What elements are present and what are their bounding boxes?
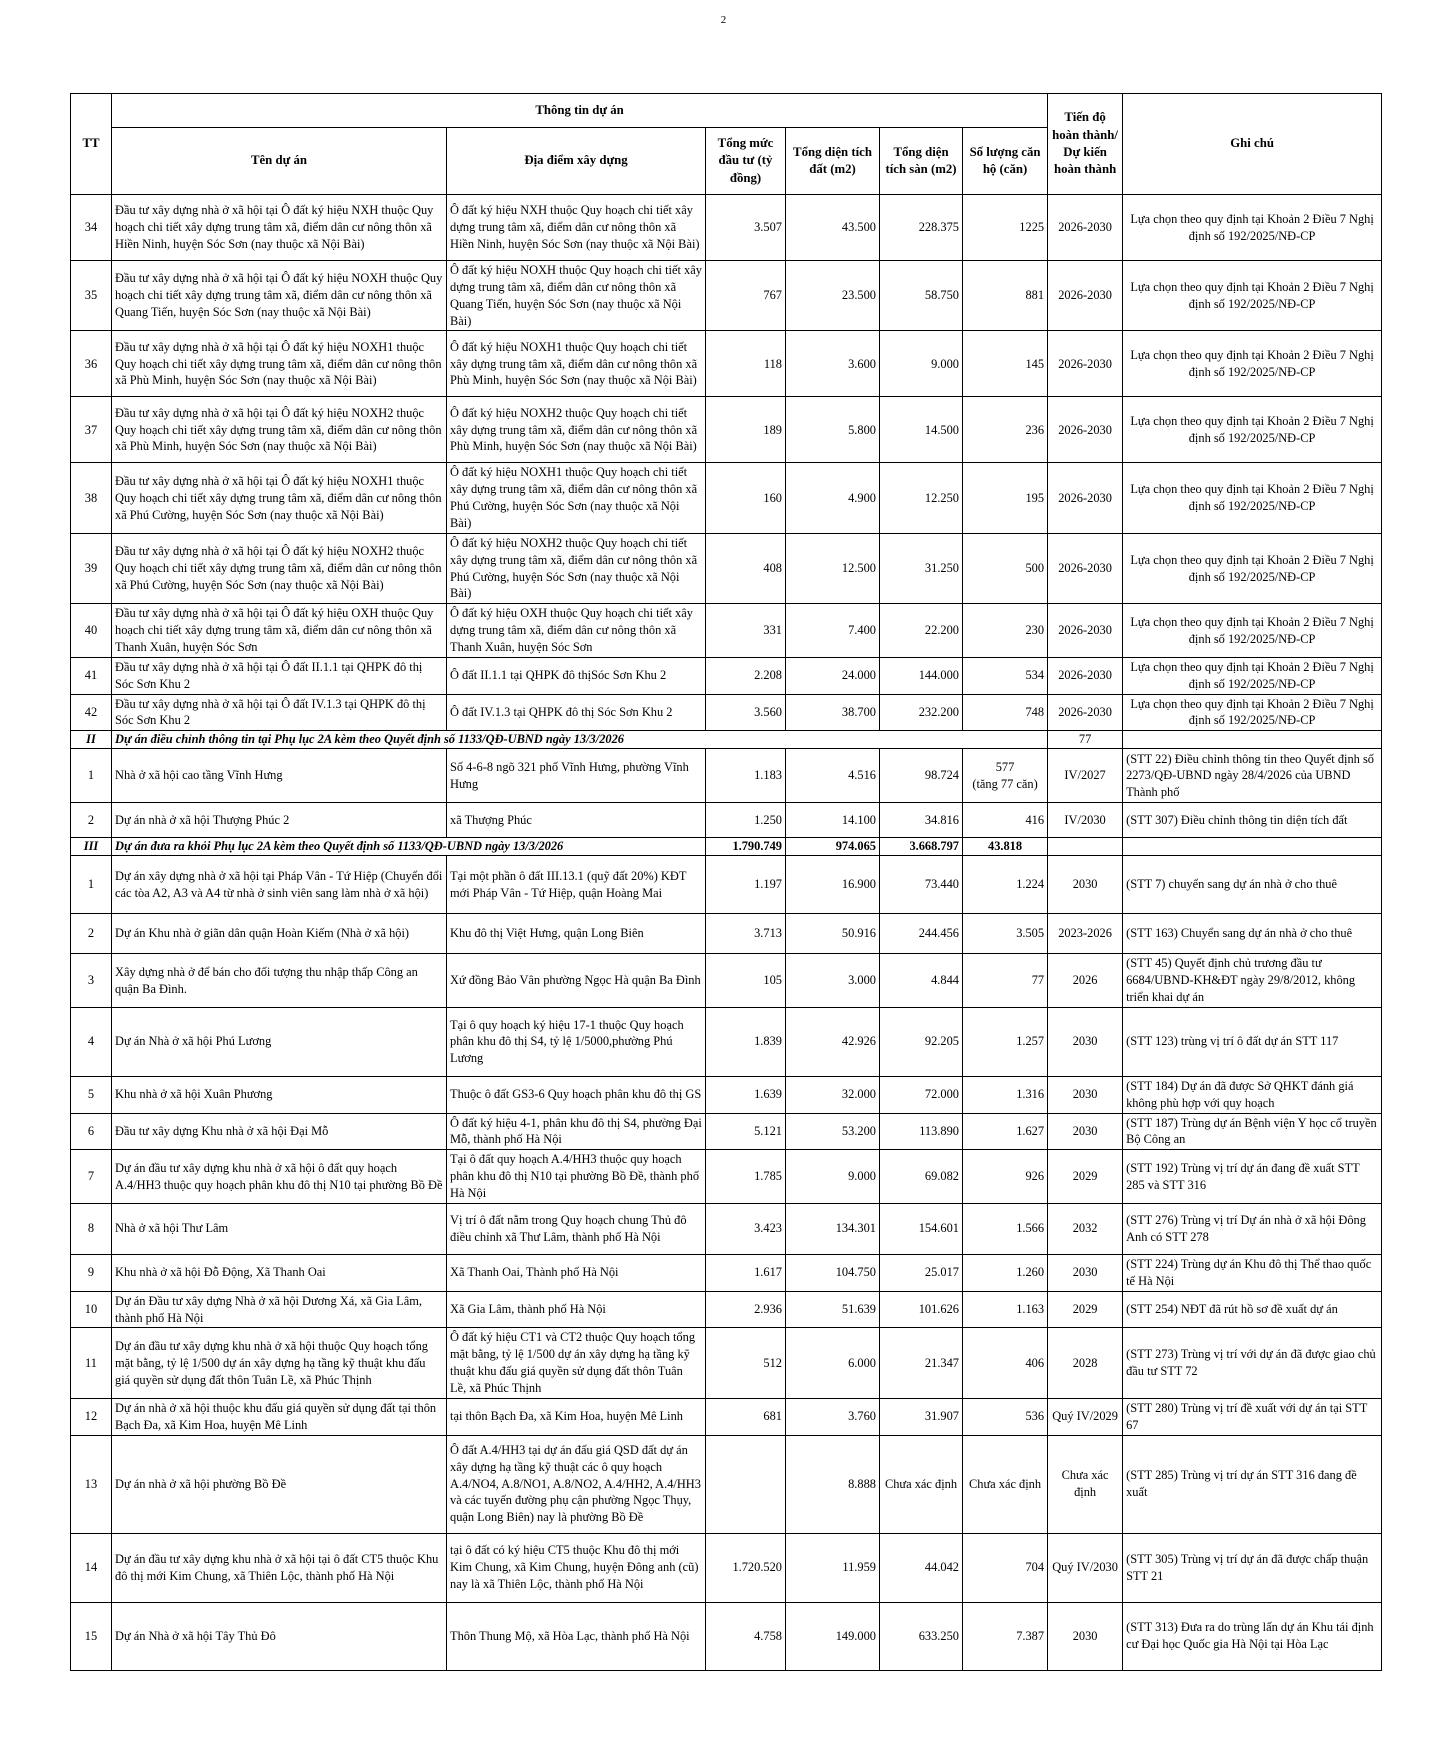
table-row bbox=[71, 1007, 1382, 1076]
row-tt: 7 bbox=[71, 1150, 112, 1204]
row-investment: 408 bbox=[706, 533, 786, 603]
project-table bbox=[70, 93, 1382, 1671]
row-location: Ô đất ký hiệu NXH thuộc Quy hoạch chi tiết xây dựng trung tâm xã, điểm dân cư nông thôn xã Hiền Ninh, huyện Sóc Sơn (nay thuộc xã Nội Bài) bbox=[447, 195, 706, 261]
row-floor-area: 98.724 bbox=[880, 749, 963, 803]
row-units: 881 bbox=[963, 261, 1048, 331]
row-investment: 1.183 bbox=[706, 749, 786, 803]
row-tt: 6 bbox=[71, 1113, 112, 1150]
row-investment: 3.507 bbox=[706, 195, 786, 261]
row-land-area: 104.750 bbox=[786, 1254, 880, 1291]
row-name: Dự án Khu nhà ở giãn dân quận Hoàn Kiếm (Nhà ở xã hội) bbox=[112, 914, 447, 954]
row-note: (STT 192) Trùng vị trí dự án đang đề xuất STT 285 và STT 316 bbox=[1123, 1150, 1382, 1204]
row-note: (STT 187) Trùng dự án Bệnh viện Y học cổ truyền Bộ Công an bbox=[1123, 1113, 1382, 1150]
row-progress: 2030 bbox=[1048, 856, 1123, 914]
row-units: 195 bbox=[963, 463, 1048, 533]
section-iii bbox=[71, 838, 1382, 856]
row-investment: 4.758 bbox=[706, 1602, 786, 1670]
row-units: 77 bbox=[963, 954, 1048, 1008]
row-progress: 2030 bbox=[1048, 1602, 1123, 1670]
row-location: Ô đất ký hiệu CT1 và CT2 thuộc Quy hoạch tổng mặt bằng, tỷ lệ 1/500 dự án xây dựng hạ tầng kỹ thuật khu đấu giá quyền sử dụng đất thôn Tuân Lề, xã Phúc Thịnh bbox=[447, 1328, 706, 1398]
row-note: Lựa chọn theo quy định tại Khoản 2 Điều 7 Nghị định số 192/2025/NĐ-CP bbox=[1123, 261, 1382, 331]
row-floor-area: 228.375 bbox=[880, 195, 963, 261]
row-location: Khu đô thị Việt Hưng, quận Long Biên bbox=[447, 914, 706, 954]
row-land-area: 32.000 bbox=[786, 1076, 880, 1113]
row-units: 704 bbox=[963, 1533, 1048, 1602]
row-progress: 2028 bbox=[1048, 1328, 1123, 1398]
row-investment: 3.713 bbox=[706, 914, 786, 954]
col-land-area: Tổng diện tích đất (m2) bbox=[786, 128, 880, 195]
table-row bbox=[71, 1328, 1382, 1398]
table-row bbox=[71, 604, 1382, 658]
row-land-area: 42.926 bbox=[786, 1007, 880, 1076]
row-land-area: 38.700 bbox=[786, 694, 880, 731]
row-tt: 5 bbox=[71, 1076, 112, 1113]
col-group-project-info: Thông tin dự án bbox=[112, 94, 1048, 128]
row-note: Lựa chọn theo quy định tại Khoản 2 Điều 7 Nghị định số 192/2025/NĐ-CP bbox=[1123, 195, 1382, 261]
row-progress: 2026 bbox=[1048, 954, 1123, 1008]
row-floor-area: 25.017 bbox=[880, 1254, 963, 1291]
row-floor-area: 633.250 bbox=[880, 1602, 963, 1670]
row-land-area: 50.916 bbox=[786, 914, 880, 954]
row-floor-area: 154.601 bbox=[880, 1203, 963, 1254]
row-investment: 160 bbox=[706, 463, 786, 533]
row-note: (STT 163) Chuyển sang dự án nhà ở cho thuê bbox=[1123, 914, 1382, 954]
section-ii-roman: II bbox=[71, 731, 112, 749]
row-name: Đầu tư xây dựng nhà ở xã hội tại Ô đất II.1.1 tại QHPK đô thị Sóc Sơn Khu 2 bbox=[112, 657, 447, 694]
row-investment: 1.639 bbox=[706, 1076, 786, 1113]
row-tt: 39 bbox=[71, 533, 112, 603]
row-note: (STT 254) NĐT đã rút hồ sơ đề xuất dự án bbox=[1123, 1291, 1382, 1328]
row-floor-area: 144.000 bbox=[880, 657, 963, 694]
table-row bbox=[71, 856, 1382, 914]
row-tt: 9 bbox=[71, 1254, 112, 1291]
row-name: Xây dựng nhà ở để bán cho đối tượng thu nhập thấp Công an quận Ba Đình. bbox=[112, 954, 447, 1008]
row-location: Số 4-6-8 ngõ 321 phố Vĩnh Hưng, phường Vĩnh Hưng bbox=[447, 749, 706, 803]
row-floor-area: 92.205 bbox=[880, 1007, 963, 1076]
row-progress: 2026-2030 bbox=[1048, 397, 1123, 463]
row-name: Dự án Nhà ở xã hội Phú Lương bbox=[112, 1007, 447, 1076]
row-progress: Chưa xác định bbox=[1048, 1435, 1123, 1533]
row-location: Ô đất ký hiệu NOXH thuộc Quy hoạch chi tiết xây dựng trung tâm xã, điểm dân cư nông thôn xã Quang Tiến, huyện Sóc Sơn (nay thuộc xã Nội Bài) bbox=[447, 261, 706, 331]
row-tt: 35 bbox=[71, 261, 112, 331]
row-floor-area: 244.456 bbox=[880, 914, 963, 954]
col-progress: Tiến độ hoàn thành/ Dự kiến hoàn thành bbox=[1048, 94, 1123, 195]
row-land-area: 16.900 bbox=[786, 856, 880, 914]
row-floor-area: 31.907 bbox=[880, 1398, 963, 1435]
section-ii bbox=[71, 731, 1382, 749]
row-tt: 38 bbox=[71, 463, 112, 533]
row-note: Lựa chọn theo quy định tại Khoản 2 Điều 7 Nghị định số 192/2025/NĐ-CP bbox=[1123, 331, 1382, 397]
row-tt: 2 bbox=[71, 914, 112, 954]
row-note: (STT 313) Đưa ra do trùng lấn dự án Khu tái định cư Đại học Quốc gia Hà Nội tại Hòa Lạc bbox=[1123, 1602, 1382, 1670]
table-row bbox=[71, 1602, 1382, 1670]
col-floor-area: Tổng diện tích sàn (m2) bbox=[880, 128, 963, 195]
row-investment: 1.785 bbox=[706, 1150, 786, 1204]
row-note: Lựa chọn theo quy định tại Khoản 2 Điều 7 Nghị định số 192/2025/NĐ-CP bbox=[1123, 694, 1382, 731]
table-row bbox=[71, 1398, 1382, 1435]
row-investment: 5.121 bbox=[706, 1113, 786, 1150]
row-units: 236 bbox=[963, 397, 1048, 463]
row-location: Thôn Thung Mộ, xã Hòa Lạc, thành phố Hà Nội bbox=[447, 1602, 706, 1670]
row-name: Dự án đầu tư xây dựng khu nhà ở xã hội tại ô đất CT5 thuộc Khu đô thị mới Kim Chung, xã Thiên Lộc, thành phố Hà Nội bbox=[112, 1533, 447, 1602]
row-name: Đầu tư xây dựng nhà ở xã hội tại Ô đất IV.1.3 tại QHPK đô thị Sóc Sơn Khu 2 bbox=[112, 694, 447, 731]
row-name: Đầu tư xây dựng Khu nhà ở xã hội Đại Mỗ bbox=[112, 1113, 447, 1150]
row-investment: 767 bbox=[706, 261, 786, 331]
table-row bbox=[71, 694, 1382, 731]
row-progress: 2030 bbox=[1048, 1254, 1123, 1291]
row-note: (STT 45) Quyết định chủ trương đầu tư 6684/UBND-KH&ĐT ngày 29/8/2012, không triển khai dự án bbox=[1123, 954, 1382, 1008]
row-investment: 105 bbox=[706, 954, 786, 1008]
row-units: 416 bbox=[963, 803, 1048, 838]
row-note: (STT 280) Trùng vị trí đề xuất với dự án tại STT 67 bbox=[1123, 1398, 1382, 1435]
row-tt: 34 bbox=[71, 195, 112, 261]
rows-group-continued bbox=[71, 195, 1382, 731]
row-tt: 40 bbox=[71, 604, 112, 658]
row-name: Nhà ở xã hội Thư Lâm bbox=[112, 1203, 447, 1254]
row-tt: 3 bbox=[71, 954, 112, 1008]
table-row bbox=[71, 914, 1382, 954]
row-progress: 2023-2026 bbox=[1048, 914, 1123, 954]
table-row bbox=[71, 1291, 1382, 1328]
row-floor-area: 22.200 bbox=[880, 604, 963, 658]
row-land-area: 3.000 bbox=[786, 954, 880, 1008]
row-name: Đầu tư xây dựng nhà ở xã hội tại Ô đất ký hiệu NOXH2 thuộc Quy hoạch chi tiết xây dựng trung tâm xã, điểm dân cư nông thôn xã Phù Minh, huyện Sóc Sơn (nay thuộc xã Nội Bài) bbox=[112, 397, 447, 463]
row-tt: 1 bbox=[71, 856, 112, 914]
table-row bbox=[71, 463, 1382, 533]
row-name: Đầu tư xây dựng nhà ở xã hội tại Ô đất ký hiệu NXH thuộc Quy hoạch chi tiết xây dựng trung tâm xã, điểm dân cư nông thôn xã Hiền Ninh, huyện Sóc Sơn (nay thuộc xã Nội Bài) bbox=[112, 195, 447, 261]
table-row bbox=[71, 954, 1382, 1008]
row-floor-area: 72.000 bbox=[880, 1076, 963, 1113]
section-iii-floor: 3.668.797 bbox=[880, 838, 963, 856]
row-investment: 3.423 bbox=[706, 1203, 786, 1254]
section-iii-investment: 1.790.749 bbox=[706, 838, 786, 856]
row-note: (STT 307) Điều chỉnh thông tin diện tích đất bbox=[1123, 803, 1382, 838]
row-name: Đầu tư xây dựng nhà ở xã hội tại Ô đất ký hiệu NOXH1 thuộc Quy hoạch chi tiết xây dựng trung tâm xã, điểm dân cư nông thôn xã Phú Cường, huyện Sóc Sơn (nay thuộc xã Nội Bài) bbox=[112, 463, 447, 533]
row-name: Dự án đầu tư xây dựng khu nhà ở xã hội ô đất quy hoạch A.4/HH3 thuộc quy hoạch phân khu đô thị N10 tại phường Bồ Đề bbox=[112, 1150, 447, 1204]
row-floor-area: 69.082 bbox=[880, 1150, 963, 1204]
row-note: (STT 276) Trùng vị trí Dự án nhà ở xã hội Đông Anh có STT 278 bbox=[1123, 1203, 1382, 1254]
rows-section-iii bbox=[71, 856, 1382, 1670]
rows-section-ii bbox=[71, 749, 1382, 838]
row-floor-area: 4.844 bbox=[880, 954, 963, 1008]
row-units: 926 bbox=[963, 1150, 1048, 1204]
table-row bbox=[71, 331, 1382, 397]
row-progress: 2029 bbox=[1048, 1150, 1123, 1204]
section-iii-units: 43.818 bbox=[963, 838, 1048, 856]
row-note: (STT 273) Trùng vị trí với dự án đã được giao chủ đầu tư STT 72 bbox=[1123, 1328, 1382, 1398]
row-land-area: 134.301 bbox=[786, 1203, 880, 1254]
row-units: 1225 bbox=[963, 195, 1048, 261]
row-units: 230 bbox=[963, 604, 1048, 658]
row-investment: 118 bbox=[706, 331, 786, 397]
col-tt: TT bbox=[71, 94, 112, 195]
table-row bbox=[71, 1150, 1382, 1204]
row-location: Ô đất IV.1.3 tại QHPK đô thị Sóc Sơn Khu 2 bbox=[447, 694, 706, 731]
row-tt: 11 bbox=[71, 1328, 112, 1398]
row-land-area: 43.500 bbox=[786, 195, 880, 261]
row-land-area: 23.500 bbox=[786, 261, 880, 331]
row-progress: 2029 bbox=[1048, 1291, 1123, 1328]
row-investment: 1.720.520 bbox=[706, 1533, 786, 1602]
row-name: Dự án Đầu tư xây dựng Nhà ở xã hội Dương Xá, xã Gia Lâm, thành phố Hà Nội bbox=[112, 1291, 447, 1328]
row-investment: 2.936 bbox=[706, 1291, 786, 1328]
row-floor-area: Chưa xác định bbox=[880, 1435, 963, 1533]
table-header bbox=[71, 94, 1382, 195]
row-land-area: 3.760 bbox=[786, 1398, 880, 1435]
page-number: 2 bbox=[720, 14, 727, 26]
table-row bbox=[71, 1076, 1382, 1113]
section-iii-title: Dự án đưa ra khỏi Phụ lục 2A kèm theo Quyết định số 1133/QĐ-UBND ngày 13/3/2026 bbox=[112, 838, 706, 856]
row-floor-area: 58.750 bbox=[880, 261, 963, 331]
row-location: tại thôn Bạch Đa, xã Kim Hoa, huyện Mê Linh bbox=[447, 1398, 706, 1435]
table-row bbox=[71, 195, 1382, 261]
row-investment: 3.560 bbox=[706, 694, 786, 731]
row-location: Tại một phần ô đất III.13.1 (quỹ đất 20%) KĐT mới Pháp Vân - Tứ Hiệp, quận Hoàng Mai bbox=[447, 856, 706, 914]
row-tt: 42 bbox=[71, 694, 112, 731]
section-ii-units: 77 bbox=[1048, 731, 1123, 749]
table-row bbox=[71, 1435, 1382, 1533]
row-investment: 1.617 bbox=[706, 1254, 786, 1291]
row-note: Lựa chọn theo quy định tại Khoản 2 Điều 7 Nghị định số 192/2025/NĐ-CP bbox=[1123, 397, 1382, 463]
table-row bbox=[71, 533, 1382, 603]
row-land-area: 7.400 bbox=[786, 604, 880, 658]
row-land-area: 24.000 bbox=[786, 657, 880, 694]
row-floor-area: 73.440 bbox=[880, 856, 963, 914]
row-tt: 15 bbox=[71, 1602, 112, 1670]
row-location: Tại ô đất quy hoạch A.4/HH3 thuộc quy hoạch phân khu đô thị N10 tại phường Bồ Đề, thành phố Hà Nội bbox=[447, 1150, 706, 1204]
row-note: (STT 305) Trùng vị trí dự án đã được chấp thuận STT 21 bbox=[1123, 1533, 1382, 1602]
row-land-area: 12.500 bbox=[786, 533, 880, 603]
table-row bbox=[71, 1533, 1382, 1602]
section-iii-roman: III bbox=[71, 838, 112, 856]
row-land-area: 51.639 bbox=[786, 1291, 880, 1328]
row-land-area: 4.900 bbox=[786, 463, 880, 533]
row-progress: 2026-2030 bbox=[1048, 657, 1123, 694]
row-investment: 331 bbox=[706, 604, 786, 658]
row-units: 748 bbox=[963, 694, 1048, 731]
row-units: 577 (tăng 77 căn) bbox=[963, 749, 1048, 803]
row-units: 536 bbox=[963, 1398, 1048, 1435]
row-investment: 189 bbox=[706, 397, 786, 463]
row-note: (STT 22) Điều chỉnh thông tin theo Quyết định số 2273/QĐ-UBND ngày 28/4/2026 của UBND Thành phố bbox=[1123, 749, 1382, 803]
row-tt: 36 bbox=[71, 331, 112, 397]
row-floor-area: 9.000 bbox=[880, 331, 963, 397]
section-iii-land: 974.065 bbox=[786, 838, 880, 856]
row-location: Tại ô quy hoạch ký hiệu 17-1 thuộc Quy hoạch phân khu đô thị S4, tỷ lệ 1/5000,phường Phú Lương bbox=[447, 1007, 706, 1076]
row-progress: 2026-2030 bbox=[1048, 261, 1123, 331]
row-location: Ô đất ký hiệu NOXH2 thuộc Quy hoạch chi tiết xây dựng trung tâm xã, điểm dân cư nông thôn xã Phù Minh, huyện Sóc Sơn (nay thuộc xã Nội Bài) bbox=[447, 397, 706, 463]
row-location: Ô đất ký hiệu NOXH1 thuộc Quy hoạch chi tiết xây dựng trung tâm xã, điểm dân cư nông thôn xã Phú Cường, huyện Sóc Sơn (nay thuộc xã Nội Bài) bbox=[447, 463, 706, 533]
row-land-area: 9.000 bbox=[786, 1150, 880, 1204]
row-progress: 2030 bbox=[1048, 1076, 1123, 1113]
col-note: Ghi chú bbox=[1123, 94, 1382, 195]
row-units: 1.224 bbox=[963, 856, 1048, 914]
row-location: Xứ đồng Bảo Vân phường Ngọc Hà quận Ba Đình bbox=[447, 954, 706, 1008]
row-name: Khu nhà ở xã hội Đỗ Động, Xã Thanh Oai bbox=[112, 1254, 447, 1291]
row-location: Xã Thanh Oai, Thành phố Hà Nội bbox=[447, 1254, 706, 1291]
row-name: Khu nhà ở xã hội Xuân Phương bbox=[112, 1076, 447, 1113]
table-row bbox=[71, 749, 1382, 803]
row-floor-area: 21.347 bbox=[880, 1328, 963, 1398]
row-name: Dự án đầu tư xây dựng khu nhà ở xã hội thuộc Quy hoạch tổng mặt bằng, tỷ lệ 1/500 dự án xây dựng hạ tầng kỹ thuật khu đấu giá quyền sử dụng đất thôn Tuân Lề, xã Phúc Thịnh bbox=[112, 1328, 447, 1398]
row-land-area: 4.516 bbox=[786, 749, 880, 803]
row-units: 406 bbox=[963, 1328, 1048, 1398]
row-progress: 2026-2030 bbox=[1048, 533, 1123, 603]
row-note: (STT 123) trùng vị trí ô đất dự án STT 117 bbox=[1123, 1007, 1382, 1076]
row-units: 1.316 bbox=[963, 1076, 1048, 1113]
row-tt: 41 bbox=[71, 657, 112, 694]
row-location: Vị trí ô đất nằm trong Quy hoạch chung Thủ đô điều chỉnh xã Thư Lâm, thành phố Hà Nội bbox=[447, 1203, 706, 1254]
row-note: (STT 224) Trùng dự án Khu đô thị Thể thao quốc tế Hà Nội bbox=[1123, 1254, 1382, 1291]
row-note: (STT 285) Trùng vị trí dự án STT 316 đang đề xuất bbox=[1123, 1435, 1382, 1533]
row-progress: 2026-2030 bbox=[1048, 331, 1123, 397]
col-units: Số lượng căn hộ (căn) bbox=[963, 128, 1048, 195]
row-location: xã Thượng Phúc bbox=[447, 803, 706, 838]
row-note: (STT 184) Dự án đã được Sở QHKT đánh giá không phù hợp với quy hoạch bbox=[1123, 1076, 1382, 1113]
row-name: Dự án nhà ở xã hội phường Bồ Đề bbox=[112, 1435, 447, 1533]
row-investment: 2.208 bbox=[706, 657, 786, 694]
row-units: 7.387 bbox=[963, 1602, 1048, 1670]
row-floor-area: 101.626 bbox=[880, 1291, 963, 1328]
row-investment bbox=[706, 1435, 786, 1533]
section-ii-title: Dự án điều chỉnh thông tin tại Phụ lục 2A kèm theo Quyết định số 1133/QĐ-UBND ngày 13/3/2026 bbox=[112, 731, 1048, 749]
table-row bbox=[71, 1113, 1382, 1150]
row-floor-area: 113.890 bbox=[880, 1113, 963, 1150]
row-investment: 512 bbox=[706, 1328, 786, 1398]
row-name: Dự án Nhà ở xã hội Tây Thủ Đô bbox=[112, 1602, 447, 1670]
row-progress: 2026-2030 bbox=[1048, 694, 1123, 731]
row-location: Ô đất ký hiệu 4-1, phân khu đô thị S4, phường Đại Mỗ, thành phố Hà Nội bbox=[447, 1113, 706, 1150]
table-row bbox=[71, 1203, 1382, 1254]
row-name: Dự án xây dựng nhà ở xã hội tại Pháp Vân - Tứ Hiệp (Chuyển đổi các tòa A2, A3 và A4 từ nhà ở sinh viên sang làm nhà ở xã hội) bbox=[112, 856, 447, 914]
row-tt: 13 bbox=[71, 1435, 112, 1533]
row-units: Chưa xác định bbox=[963, 1435, 1048, 1533]
row-name: Dự án nhà ở xã hội thuộc khu đấu giá quyền sử dụng đất tại thôn Bạch Đa, xã Kim Hoa, huyện Mê Linh bbox=[112, 1398, 447, 1435]
row-location: Ô đất A.4/HH3 tại dự án đấu giá QSD đất dự án xây dựng hạ tầng kỹ thuật các ô quy hoạch A.4/NO4, A.8/NO1, A.8/NO2, A.4/HH2, A.4/HH3 và các tuyến đường phụ cận phường Ngọc Thụy, quận Long Biên) nay là phường Bồ Đề bbox=[447, 1435, 706, 1533]
row-progress: IV/2027 bbox=[1048, 749, 1123, 803]
col-investment: Tổng mức đầu tư (tỷ đồng) bbox=[706, 128, 786, 195]
row-investment: 1.197 bbox=[706, 856, 786, 914]
row-name: Dự án nhà ở xã hội Thượng Phúc 2 bbox=[112, 803, 447, 838]
row-land-area: 53.200 bbox=[786, 1113, 880, 1150]
row-tt: 12 bbox=[71, 1398, 112, 1435]
row-tt: 14 bbox=[71, 1533, 112, 1602]
row-location: Ô đất ký hiệu NOXH2 thuộc Quy hoạch chi tiết xây dựng trung tâm xã, điểm dân cư nông thôn xã Phú Cường, huyện Sóc Sơn (nay thuộc xã Nội Bài) bbox=[447, 533, 706, 603]
col-location: Địa điểm xây dựng bbox=[447, 128, 706, 195]
row-progress: 2026-2030 bbox=[1048, 195, 1123, 261]
row-investment: 1.250 bbox=[706, 803, 786, 838]
row-floor-area: 44.042 bbox=[880, 1533, 963, 1602]
row-floor-area: 34.816 bbox=[880, 803, 963, 838]
table-row bbox=[71, 261, 1382, 331]
row-land-area: 11.959 bbox=[786, 1533, 880, 1602]
row-name: Đầu tư xây dựng nhà ở xã hội tại Ô đất ký hiệu NOXH2 thuộc Quy hoạch chi tiết xây dựng trung tâm xã, điểm dân cư nông thôn xã Phú Cường, huyện Sóc Sơn (nay thuộc xã Nội Bài) bbox=[112, 533, 447, 603]
row-units: 3.505 bbox=[963, 914, 1048, 954]
row-land-area: 6.000 bbox=[786, 1328, 880, 1398]
row-units: 500 bbox=[963, 533, 1048, 603]
row-name: Đầu tư xây dựng nhà ở xã hội tại Ô đất ký hiệu NOXH thuộc Quy hoạch chi tiết xây dựng trung tâm xã, điểm dân cư nông thôn xã Quang Tiến, huyện Sóc Sơn (nay thuộc xã Nội Bài) bbox=[112, 261, 447, 331]
row-note: Lựa chọn theo quy định tại Khoản 2 Điều 7 Nghị định số 192/2025/NĐ-CP bbox=[1123, 463, 1382, 533]
row-progress: IV/2030 bbox=[1048, 803, 1123, 838]
row-investment: 681 bbox=[706, 1398, 786, 1435]
row-progress: Quý IV/2030 bbox=[1048, 1533, 1123, 1602]
row-land-area: 14.100 bbox=[786, 803, 880, 838]
row-progress: 2032 bbox=[1048, 1203, 1123, 1254]
row-investment: 1.839 bbox=[706, 1007, 786, 1076]
row-note: Lựa chọn theo quy định tại Khoản 2 Điều 7 Nghị định số 192/2025/NĐ-CP bbox=[1123, 604, 1382, 658]
row-name: Đầu tư xây dựng nhà ở xã hội tại Ô đất ký hiệu OXH thuộc Quy hoạch chi tiết xây dựng trung tâm xã, điểm dân cư nông thôn xã Thanh Xuân, huyện Sóc Sơn bbox=[112, 604, 447, 658]
row-land-area: 5.800 bbox=[786, 397, 880, 463]
row-units: 534 bbox=[963, 657, 1048, 694]
row-floor-area: 12.250 bbox=[880, 463, 963, 533]
row-progress: 2030 bbox=[1048, 1113, 1123, 1150]
row-units: 1.566 bbox=[963, 1203, 1048, 1254]
row-location: Ô đất II.1.1 tại QHPK đô thịSóc Sơn Khu 2 bbox=[447, 657, 706, 694]
row-floor-area: 232.200 bbox=[880, 694, 963, 731]
row-units: 1.260 bbox=[963, 1254, 1048, 1291]
row-floor-area: 14.500 bbox=[880, 397, 963, 463]
table-row bbox=[71, 1254, 1382, 1291]
row-tt: 37 bbox=[71, 397, 112, 463]
col-name: Tên dự án bbox=[112, 128, 447, 195]
row-location: Thuộc ô đất GS3-6 Quy hoạch phân khu đô thị GS bbox=[447, 1076, 706, 1113]
row-progress: Quý IV/2029 bbox=[1048, 1398, 1123, 1435]
row-note: (STT 7) chuyển sang dự án nhà ở cho thuê bbox=[1123, 856, 1382, 914]
row-units: 1.257 bbox=[963, 1007, 1048, 1076]
row-tt: 10 bbox=[71, 1291, 112, 1328]
row-units: 1.627 bbox=[963, 1113, 1048, 1150]
row-location: tại ô đất có ký hiệu CT5 thuộc Khu đô thị mới Kim Chung, xã Kim Chung, huyện Đông anh (cũ) nay là xã Thiên Lộc, thành phố Hà Nội bbox=[447, 1533, 706, 1602]
row-note: Lựa chọn theo quy định tại Khoản 2 Điều 7 Nghị định số 192/2025/NĐ-CP bbox=[1123, 533, 1382, 603]
row-location: Xã Gia Lâm, thành phố Hà Nội bbox=[447, 1291, 706, 1328]
row-land-area: 149.000 bbox=[786, 1602, 880, 1670]
row-floor-area: 31.250 bbox=[880, 533, 963, 603]
row-tt: 4 bbox=[71, 1007, 112, 1076]
row-progress: 2030 bbox=[1048, 1007, 1123, 1076]
row-location: Ô đất ký hiệu NOXH1 thuộc Quy hoạch chi tiết xây dựng trung tâm xã, điểm dân cư nông thôn xã Phù Minh, huyện Sóc Sơn (nay thuộc xã Nội Bài) bbox=[447, 331, 706, 397]
row-progress: 2026-2030 bbox=[1048, 604, 1123, 658]
row-tt: 2 bbox=[71, 803, 112, 838]
row-name: Nhà ở xã hội cao tầng Vĩnh Hưng bbox=[112, 749, 447, 803]
row-tt: 1 bbox=[71, 749, 112, 803]
row-location: Ô đất ký hiệu OXH thuộc Quy hoạch chi tiết xây dựng trung tâm xã, điểm dân cư nông thôn xã Thanh Xuân, huyện Sóc Sơn bbox=[447, 604, 706, 658]
row-progress: 2026-2030 bbox=[1048, 463, 1123, 533]
table-row bbox=[71, 397, 1382, 463]
row-land-area: 8.888 bbox=[786, 1435, 880, 1533]
row-note: Lựa chọn theo quy định tại Khoản 2 Điều 7 Nghị định số 192/2025/NĐ-CP bbox=[1123, 657, 1382, 694]
table-row bbox=[71, 803, 1382, 838]
table-row bbox=[71, 657, 1382, 694]
row-units: 145 bbox=[963, 331, 1048, 397]
row-land-area: 3.600 bbox=[786, 331, 880, 397]
row-name: Đầu tư xây dựng nhà ở xã hội tại Ô đất ký hiệu NOXH1 thuộc Quy hoạch chi tiết xây dựng trung tâm xã, điểm dân cư nông thôn xã Phù Minh, huyện Sóc Sơn (nay thuộc xã Nội Bài) bbox=[112, 331, 447, 397]
row-units: 1.163 bbox=[963, 1291, 1048, 1328]
row-tt: 8 bbox=[71, 1203, 112, 1254]
